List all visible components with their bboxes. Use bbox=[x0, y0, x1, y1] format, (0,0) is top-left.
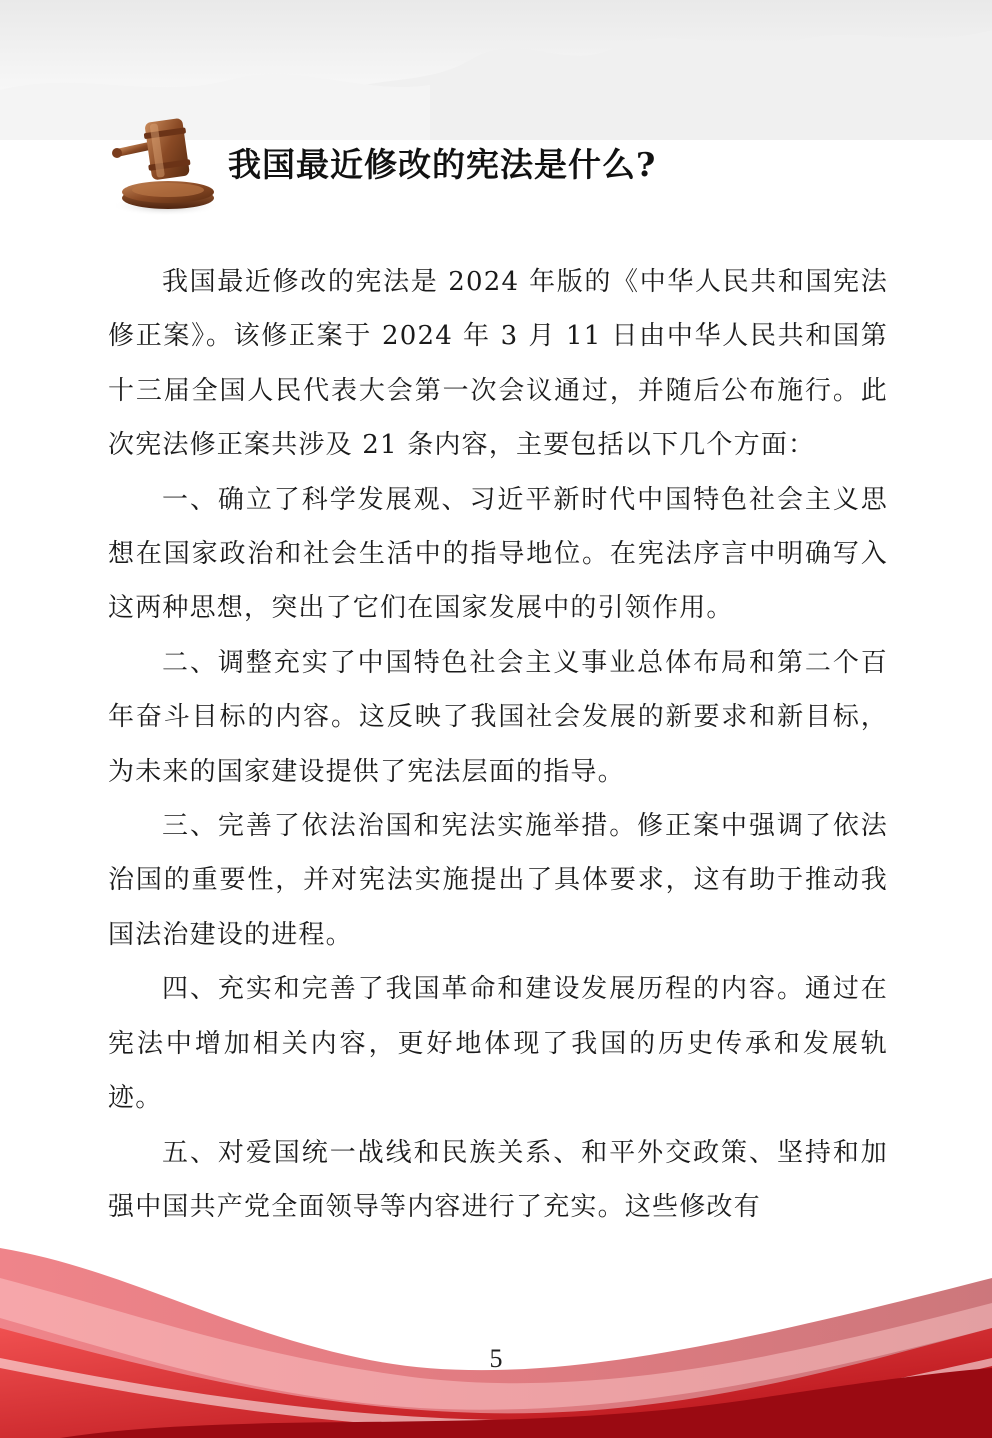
page-title: 我国最近修改的宪法是什么? bbox=[228, 145, 657, 184]
red-ribbon-decoration bbox=[0, 1208, 992, 1438]
paragraph-intro: 我国最近修改的宪法是 2024 年版的《中华人民共和国宪法修正案》。该修正案于 2024 年 3 月 11 日由中华人民共和国第十三届全国人民代表大会第一次会议通过，并随后公布施行。此次宪法修正案共涉及 21 条内容，主要包括以下几个方面： bbox=[108, 267, 888, 461]
gavel-icon bbox=[108, 108, 220, 218]
paragraph-point-5: 五、对爱国统一战线和民族关系、和平外交政策、坚持和加强中国共产党全面领导等内容进行了充实。这些修改有 bbox=[108, 1137, 888, 1222]
page-number: 5 bbox=[489, 1344, 503, 1373]
paragraph-point-2: 二、调整充实了中国特色社会主义事业总体布局和第二个百年奋斗目标的内容。这反映了我国社会发展的新要求和新目标，为未来的国家建设提供了宪法层面的指导。 bbox=[108, 647, 888, 787]
paragraph-point-1: 一、确立了科学发展观、习近平新时代中国特色社会主义思想在国家政治和社会生活中的指导地位。在宪法序言中明确写入这两种思想，突出了它们在国家发展中的引领作用。 bbox=[108, 484, 888, 624]
body-text bbox=[108, 255, 888, 1234]
paragraph-point-3: 三、完善了依法治国和宪法实施举措。修正案中强调了依法治国的重要性，并对宪法实施提出了具体要求，这有助于推动我国法治建设的进程。 bbox=[108, 811, 888, 950]
paragraph-point-4: 四、充实和完善了我国革命和建设发展历程的内容。通过在宪法中增加相关内容，更好地体现了我国的历史传承和发展轨迹。 bbox=[108, 974, 888, 1114]
